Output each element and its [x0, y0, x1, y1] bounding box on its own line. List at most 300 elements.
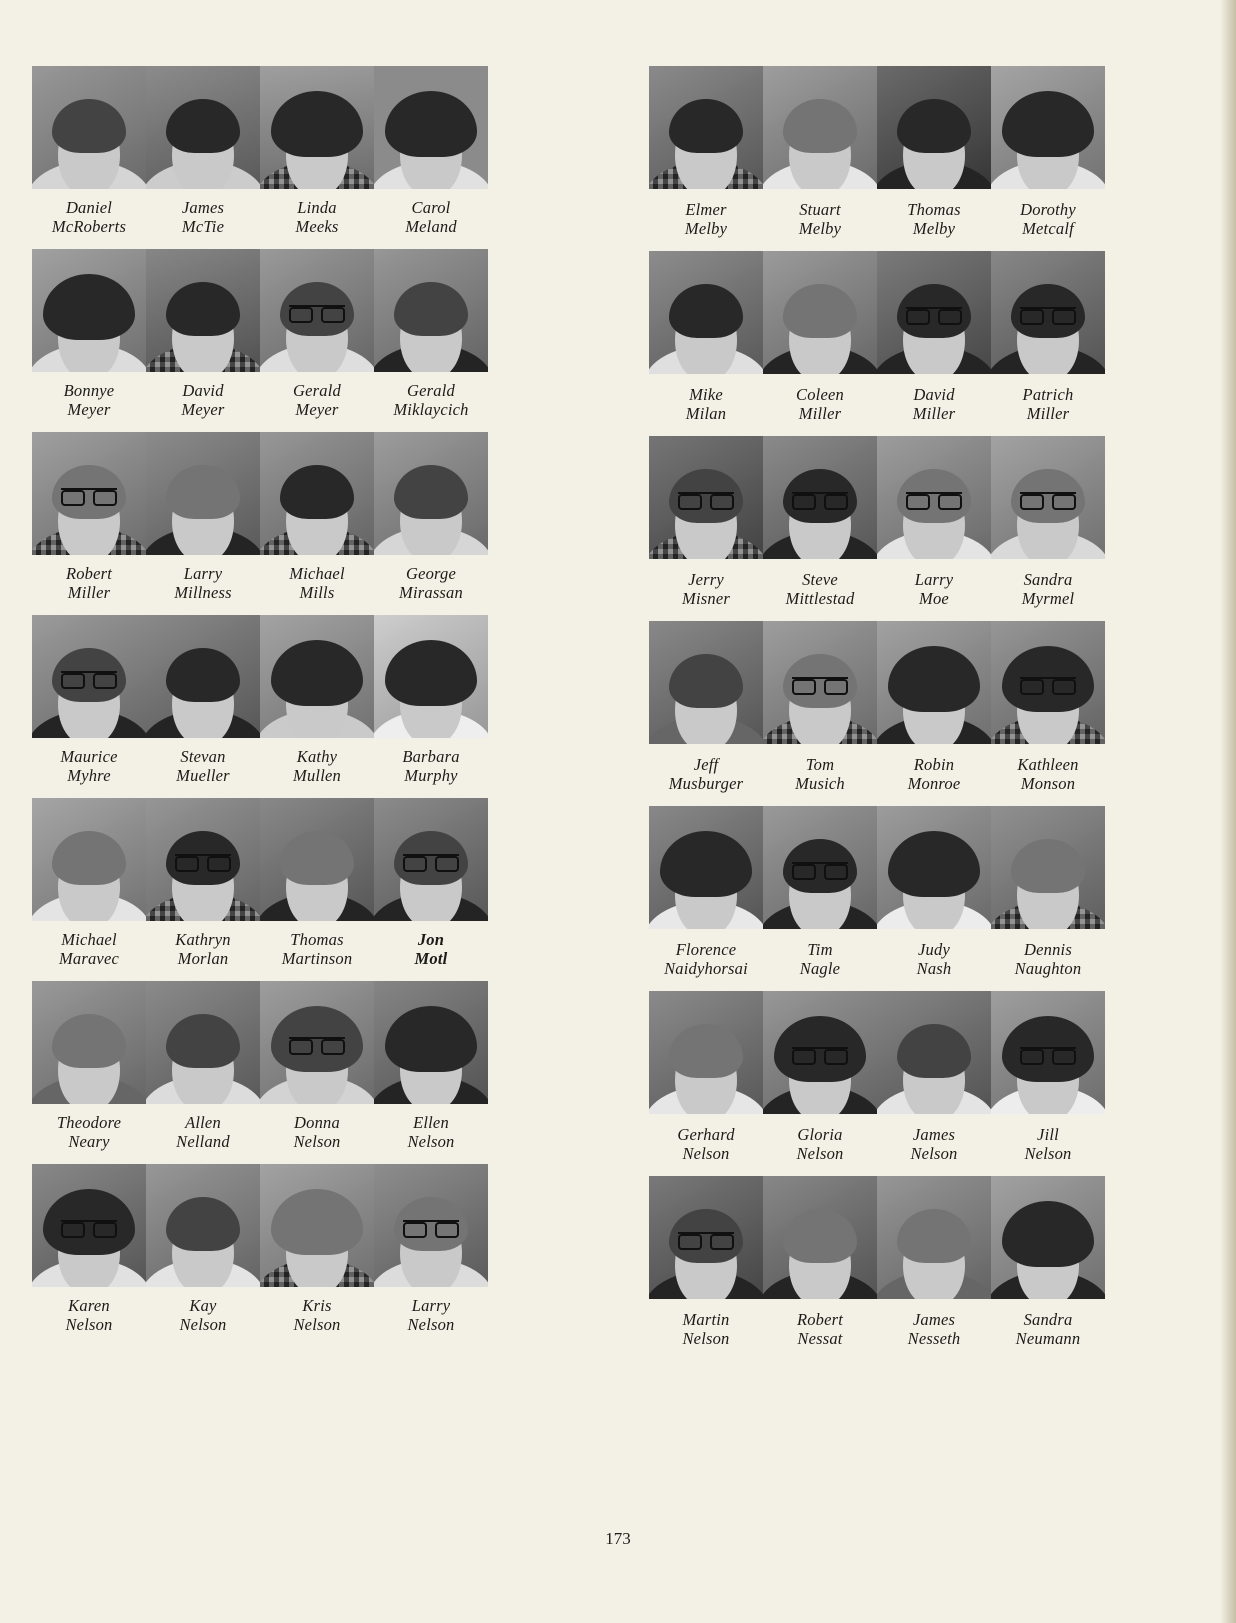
student-last-name: Nelson	[910, 1144, 958, 1163]
student-last-name: Monroe	[907, 774, 961, 793]
portrait-cell	[32, 1164, 146, 1287]
student-name	[649, 940, 763, 978]
portrait-cell	[649, 436, 763, 559]
student-last-name: Neary	[68, 1132, 110, 1151]
portrait-row	[649, 66, 1236, 238]
portrait-row-photos	[649, 436, 1236, 559]
portrait-row-photos	[649, 1176, 1236, 1299]
eyeglasses-icon	[289, 305, 345, 320]
student-first-name: Carol	[411, 198, 451, 217]
student-first-name: Mike	[689, 385, 723, 404]
student-first-name: Elmer	[685, 200, 727, 219]
student-name	[146, 747, 260, 785]
student-name	[260, 930, 374, 968]
student-name	[260, 564, 374, 602]
student-first-name: Gerald	[293, 381, 341, 400]
student-last-name: Nelson	[179, 1315, 227, 1334]
student-name	[649, 385, 763, 423]
student-first-name: Allen	[185, 1113, 221, 1132]
portrait-photo	[146, 249, 260, 372]
student-name	[260, 1113, 374, 1151]
student-first-name: Larry	[411, 1296, 451, 1315]
portrait-photo	[146, 981, 260, 1104]
student-last-name: Mirassan	[399, 583, 463, 602]
eyeglasses-icon	[1020, 1047, 1076, 1062]
eyeglasses-icon	[792, 492, 848, 507]
eyeglasses-icon	[906, 492, 962, 507]
portrait-cell	[32, 66, 146, 189]
student-last-name: Motl	[414, 949, 448, 968]
portrait-row-names	[32, 1296, 619, 1334]
portrait-photo	[877, 621, 991, 744]
student-last-name: Nelson	[65, 1315, 113, 1334]
student-first-name: Ellen	[413, 1113, 449, 1132]
student-last-name: Moe	[919, 589, 949, 608]
student-last-name: Milan	[685, 404, 727, 423]
portrait-row-names	[649, 1125, 1236, 1163]
student-name	[649, 200, 763, 238]
student-first-name: Larry	[183, 564, 223, 583]
portrait-photo	[260, 249, 374, 372]
student-last-name: Myrmel	[1021, 589, 1075, 608]
eyeglasses-icon	[678, 492, 734, 507]
portrait-cell	[649, 1176, 763, 1299]
portrait-cell	[374, 615, 488, 738]
eyeglasses-icon	[678, 1232, 734, 1247]
student-name	[260, 381, 374, 419]
portrait-photo	[991, 806, 1105, 929]
portrait-photo	[32, 432, 146, 555]
portrait-cell	[991, 251, 1105, 374]
student-first-name: Gerhard	[677, 1125, 735, 1144]
student-name	[763, 755, 877, 793]
portrait-cell	[32, 249, 146, 372]
portrait-row-photos	[649, 66, 1236, 189]
student-first-name: Michael	[61, 930, 117, 949]
eyeglasses-icon	[403, 854, 459, 869]
portrait-photo	[374, 615, 488, 738]
student-last-name: Meyer	[181, 400, 225, 419]
portrait-grid	[0, 66, 1236, 1361]
portrait-photo	[146, 1164, 260, 1287]
portrait-cell	[877, 1176, 991, 1299]
portrait-row-photos	[649, 621, 1236, 744]
student-name	[32, 930, 146, 968]
student-first-name: Linda	[297, 198, 337, 217]
student-last-name: Nelson	[682, 1329, 730, 1348]
student-last-name: Metcalf	[1022, 219, 1074, 238]
student-last-name: Nelson	[407, 1315, 455, 1334]
student-first-name: Larry	[914, 570, 954, 589]
student-name	[374, 930, 488, 968]
student-last-name: Monson	[1020, 774, 1076, 793]
portrait-row-photos	[649, 991, 1236, 1114]
student-first-name: Martin	[682, 1310, 730, 1329]
student-last-name: Nelson	[682, 1144, 730, 1163]
student-last-name: Naidyhorsai	[664, 959, 748, 978]
student-name	[763, 385, 877, 423]
portrait-photo	[260, 798, 374, 921]
student-first-name: James	[912, 1125, 956, 1144]
portrait-row-names	[32, 198, 619, 236]
portrait-cell	[146, 615, 260, 738]
student-name	[991, 200, 1105, 238]
portrait-photo	[649, 251, 763, 374]
portrait-cell	[763, 1176, 877, 1299]
student-first-name: Coleen	[796, 385, 844, 404]
student-name	[991, 1310, 1105, 1348]
student-last-name: Miller	[1026, 404, 1070, 423]
portrait-photo	[991, 991, 1105, 1114]
portrait-photo	[991, 1176, 1105, 1299]
student-last-name: Miller	[912, 404, 956, 423]
portrait-row	[32, 432, 619, 602]
portrait-row	[32, 798, 619, 968]
student-name	[877, 385, 991, 423]
portrait-cell	[146, 249, 260, 372]
portrait-photo	[991, 66, 1105, 189]
portrait-photo	[877, 66, 991, 189]
student-name	[32, 1296, 146, 1334]
portrait-row	[649, 621, 1236, 793]
student-last-name: Nash	[916, 959, 952, 978]
portrait-cell	[877, 991, 991, 1114]
portrait-cell	[260, 798, 374, 921]
portrait-photo	[763, 991, 877, 1114]
portrait-row	[32, 66, 619, 236]
portrait-photo	[374, 249, 488, 372]
student-first-name: Dorothy	[1020, 200, 1076, 219]
student-first-name: Stevan	[180, 747, 226, 766]
student-name	[763, 570, 877, 608]
portrait-photo	[991, 621, 1105, 744]
portrait-photo	[877, 806, 991, 929]
portrait-photo	[32, 798, 146, 921]
portrait-photo	[877, 1176, 991, 1299]
student-name	[374, 1113, 488, 1151]
eyeglasses-icon	[1020, 492, 1076, 507]
student-name	[649, 570, 763, 608]
student-last-name: Nelson	[796, 1144, 844, 1163]
portrait-cell	[260, 66, 374, 189]
student-last-name: Mueller	[176, 766, 230, 785]
portrait-cell	[32, 981, 146, 1104]
portrait-row	[649, 436, 1236, 608]
student-last-name: Neumann	[1015, 1329, 1081, 1348]
student-last-name: Morlan	[177, 949, 229, 968]
student-last-name: Melby	[798, 219, 842, 238]
portrait-cell	[260, 249, 374, 372]
portrait-cell	[260, 981, 374, 1104]
portrait-photo	[991, 251, 1105, 374]
student-name	[146, 381, 260, 419]
student-name	[260, 198, 374, 236]
portrait-row	[649, 1176, 1236, 1348]
eyeglasses-icon	[289, 1037, 345, 1052]
portrait-cell	[991, 1176, 1105, 1299]
portrait-photo	[260, 1164, 374, 1287]
student-last-name: Naughton	[1014, 959, 1082, 978]
portrait-row	[649, 251, 1236, 423]
portrait-photo	[260, 432, 374, 555]
portrait-cell	[146, 432, 260, 555]
student-first-name: James	[181, 198, 225, 217]
student-first-name: Maurice	[60, 747, 118, 766]
portrait-cell	[991, 436, 1105, 559]
portrait-cell	[877, 66, 991, 189]
portrait-cell	[374, 249, 488, 372]
portrait-row-names	[32, 564, 619, 602]
student-first-name: Jon	[417, 930, 445, 949]
portrait-row-names	[649, 755, 1236, 793]
student-name	[374, 747, 488, 785]
student-last-name: McTie	[181, 217, 225, 236]
student-name	[649, 1125, 763, 1163]
portrait-cell	[146, 1164, 260, 1287]
portrait-cell	[146, 66, 260, 189]
portrait-photo	[877, 251, 991, 374]
portrait-photo	[374, 1164, 488, 1287]
portrait-row-photos	[32, 249, 619, 372]
portrait-photo	[374, 432, 488, 555]
portrait-row	[649, 806, 1236, 978]
student-name	[763, 200, 877, 238]
student-first-name: Jeff	[693, 755, 719, 774]
student-name	[374, 1296, 488, 1334]
eyeglasses-icon	[1020, 307, 1076, 322]
portrait-cell	[763, 66, 877, 189]
portrait-row-names	[649, 200, 1236, 238]
student-first-name: Stuart	[799, 200, 841, 219]
student-first-name: Judy	[918, 940, 950, 959]
student-last-name: Maravec	[58, 949, 120, 968]
student-last-name: Nesseth	[907, 1329, 961, 1348]
portrait-photo	[877, 991, 991, 1114]
eyeglasses-icon	[792, 862, 848, 877]
portrait-photo	[374, 798, 488, 921]
student-last-name: Nessat	[797, 1329, 843, 1348]
portrait-photo	[649, 991, 763, 1114]
student-name	[146, 198, 260, 236]
portrait-photo	[146, 432, 260, 555]
student-name	[32, 564, 146, 602]
portrait-row-photos	[32, 615, 619, 738]
student-last-name: McRoberts	[51, 217, 127, 236]
portrait-cell	[763, 991, 877, 1114]
student-first-name: Thomas	[290, 930, 344, 949]
student-first-name: George	[405, 564, 457, 583]
portrait-cell	[649, 621, 763, 744]
portrait-photo	[649, 806, 763, 929]
portrait-row	[32, 249, 619, 419]
eyeglasses-icon	[175, 854, 231, 869]
portrait-cell	[260, 432, 374, 555]
portrait-cell	[260, 1164, 374, 1287]
student-last-name: Melby	[912, 219, 956, 238]
student-first-name: Tim	[807, 940, 833, 959]
portrait-row-photos	[32, 981, 619, 1104]
portrait-photo	[763, 66, 877, 189]
student-name	[32, 747, 146, 785]
student-first-name: Dennis	[1024, 940, 1072, 959]
portrait-photo	[763, 251, 877, 374]
student-name	[991, 755, 1105, 793]
portrait-photo	[146, 615, 260, 738]
student-first-name: Kathryn	[175, 930, 231, 949]
student-name	[877, 940, 991, 978]
portrait-cell	[991, 991, 1105, 1114]
portrait-photo	[374, 981, 488, 1104]
student-last-name: Nelson	[293, 1132, 341, 1151]
student-last-name: Nagle	[799, 959, 841, 978]
student-name	[877, 570, 991, 608]
student-name	[32, 198, 146, 236]
student-name	[763, 1310, 877, 1348]
portrait-cell	[877, 436, 991, 559]
student-first-name: Kathy	[296, 747, 338, 766]
student-name	[374, 198, 488, 236]
eyeglasses-icon	[61, 1220, 117, 1235]
portrait-photo	[32, 66, 146, 189]
portrait-row-names	[32, 930, 619, 968]
student-first-name: Robert	[796, 1310, 844, 1329]
student-last-name: Nelland	[176, 1132, 230, 1151]
student-name	[260, 747, 374, 785]
portrait-row	[32, 1164, 619, 1334]
student-first-name: Daniel	[65, 198, 113, 217]
student-name	[374, 564, 488, 602]
portrait-photo	[763, 1176, 877, 1299]
portrait-photo	[260, 615, 374, 738]
portrait-row	[32, 615, 619, 785]
student-name	[146, 930, 260, 968]
student-first-name: Gloria	[797, 1125, 843, 1144]
student-last-name: Musburger	[668, 774, 744, 793]
student-last-name: Mittlestad	[785, 589, 855, 608]
portrait-photo	[260, 66, 374, 189]
student-first-name: Thomas	[907, 200, 961, 219]
portrait-cell	[763, 251, 877, 374]
eyeglasses-icon	[1020, 677, 1076, 692]
portrait-cell	[877, 251, 991, 374]
portrait-photo	[877, 436, 991, 559]
student-name	[991, 385, 1105, 423]
student-first-name: Sandra	[1023, 570, 1073, 589]
student-last-name: Myhre	[67, 766, 111, 785]
portrait-cell	[763, 806, 877, 929]
student-name	[877, 755, 991, 793]
student-last-name: Miller	[67, 583, 111, 602]
portrait-photo	[649, 436, 763, 559]
portrait-cell	[991, 806, 1105, 929]
student-name	[146, 564, 260, 602]
portrait-cell	[32, 615, 146, 738]
student-last-name: Meeks	[295, 217, 339, 236]
student-last-name: Millness	[174, 583, 232, 602]
portrait-cell	[877, 621, 991, 744]
portrait-photo	[649, 621, 763, 744]
eyeglasses-icon	[792, 1047, 848, 1062]
portrait-row-photos	[649, 806, 1236, 929]
portrait-photo	[146, 66, 260, 189]
student-name	[146, 1113, 260, 1151]
portrait-row-photos	[32, 432, 619, 555]
portrait-photo	[763, 436, 877, 559]
portrait-row-names	[649, 385, 1236, 423]
portrait-cell	[649, 806, 763, 929]
student-first-name: Jerry	[688, 570, 724, 589]
student-first-name: Patrich	[1022, 385, 1074, 404]
eyeglasses-icon	[403, 1220, 459, 1235]
portrait-cell	[374, 981, 488, 1104]
portrait-photo	[763, 806, 877, 929]
student-first-name: Tom	[805, 755, 835, 774]
student-last-name: Meyer	[295, 400, 339, 419]
portrait-cell	[763, 436, 877, 559]
student-last-name: Miklaycich	[393, 400, 469, 419]
student-last-name: Nelson	[293, 1315, 341, 1334]
student-name	[146, 1296, 260, 1334]
student-last-name: Musich	[795, 774, 845, 793]
portrait-row-names	[32, 1113, 619, 1151]
student-name	[877, 200, 991, 238]
portrait-row-names	[32, 747, 619, 785]
portrait-photo	[32, 249, 146, 372]
portrait-row-names	[649, 570, 1236, 608]
portrait-cell	[374, 66, 488, 189]
student-first-name: Donna	[294, 1113, 340, 1132]
portrait-cell	[374, 432, 488, 555]
student-name	[649, 755, 763, 793]
student-last-name: Melby	[684, 219, 728, 238]
student-first-name: Jill	[1037, 1125, 1059, 1144]
portrait-cell	[260, 615, 374, 738]
student-last-name: Nelson	[407, 1132, 455, 1151]
student-first-name: Kathleen	[1017, 755, 1079, 774]
portrait-cell	[374, 1164, 488, 1287]
student-last-name: Nelson	[1024, 1144, 1072, 1163]
portrait-photo	[763, 621, 877, 744]
portrait-photo	[146, 798, 260, 921]
portrait-row-photos	[32, 1164, 619, 1287]
student-last-name: Murphy	[404, 766, 458, 785]
student-last-name: Martinson	[281, 949, 353, 968]
portrait-photo	[32, 1164, 146, 1287]
student-first-name: Steve	[802, 570, 838, 589]
student-name	[374, 381, 488, 419]
eyeglasses-icon	[61, 488, 117, 503]
student-name	[763, 940, 877, 978]
portrait-row-names	[32, 381, 619, 419]
portrait-row-photos	[32, 66, 619, 189]
portrait-photo	[649, 1176, 763, 1299]
portrait-row-names	[649, 940, 1236, 978]
student-name	[260, 1296, 374, 1334]
student-first-name: Kay	[189, 1296, 217, 1315]
student-last-name: Mullen	[293, 766, 341, 785]
student-name	[991, 940, 1105, 978]
student-last-name: Mills	[299, 583, 335, 602]
portrait-row-photos	[649, 251, 1236, 374]
eyeglasses-icon	[792, 677, 848, 692]
portrait-cell	[991, 621, 1105, 744]
portrait-cell	[991, 66, 1105, 189]
portrait-cell	[649, 251, 763, 374]
portrait-row	[32, 981, 619, 1151]
portrait-photo	[32, 981, 146, 1104]
student-first-name: Robert	[65, 564, 113, 583]
page-number: 173	[605, 1529, 631, 1548]
